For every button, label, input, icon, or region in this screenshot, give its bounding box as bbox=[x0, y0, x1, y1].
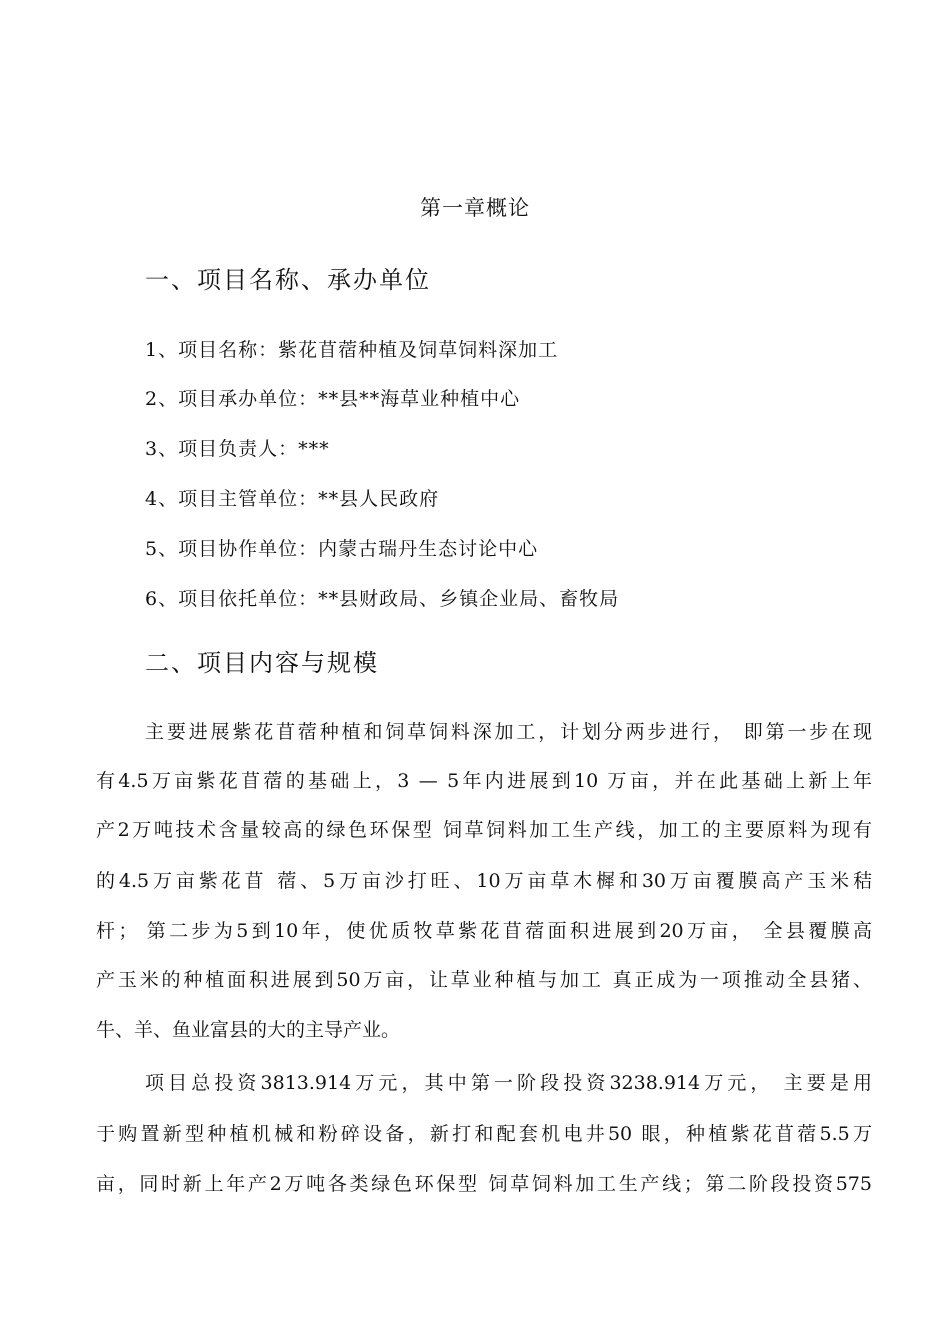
paragraph-line: 杆； 第二步为5到10年，使优质牧草紫花苜蓿面积进展到20万亩， 全县覆膜高 bbox=[96, 920, 872, 942]
paragraph-line: 牛、羊、鱼业富县的大的主导产业。 bbox=[96, 1019, 401, 1041]
paragraph-line: 的4.5万亩紫花苜 蓿、5万亩沙打旺、10万亩草木樨和30万亩覆膜高产玉米秸 bbox=[96, 870, 872, 892]
paragraph-line: 产玉米的种植面积进展到50万亩，让草业种植与加工 真正成为一项推动全县猪、 bbox=[96, 969, 872, 991]
chapter-title: 第一章概论 bbox=[420, 196, 530, 220]
section-heading-content-scale: 二、项目内容与规模 bbox=[145, 649, 379, 677]
item-supporting-unit: 6、项目依托单位：**县财政局、乡镇企业局、畜牧局 bbox=[145, 588, 620, 610]
paragraph-line: 项目总投资3813.914万元，其中第一阶段投资3238.914万元， 主要是用 bbox=[145, 1072, 872, 1094]
paragraph-line: 主要进展紫花苜蓿种植和饲草饲料深加工，计划分两步进行， 即第一步在现 bbox=[145, 721, 872, 743]
item-project-organizer: 2、项目承办单位：**县**海草业种植中心 bbox=[145, 388, 521, 410]
item-cooperating-unit: 5、项目协作单位：内蒙古瑞丹生态讨论中心 bbox=[145, 538, 539, 560]
item-project-leader: 3、项目负责人：*** bbox=[145, 438, 330, 460]
item-project-name: 1、项目名称：紫花苜蓿种植及饲草饲料深加工 bbox=[145, 339, 559, 361]
item-supervising-unit: 4、项目主管单位：**县人民政府 bbox=[145, 488, 440, 510]
section-heading-project-name: 一、项目名称、承办单位 bbox=[145, 266, 431, 294]
paragraph-line: 于购置新型种植机械和粉碎设备，新打和配套机电井50 眼，种植紫花苜蓿5.5万 bbox=[96, 1123, 872, 1145]
paragraph-line: 亩，同时新上年产2万吨各类绿色环保型 饲草饲料加工生产线；第二阶段投资575 bbox=[96, 1173, 872, 1195]
paragraph-line: 产2万吨技术含量较高的绿色环保型 饲草饲料加工生产线，加工的主要原料为现有 bbox=[96, 819, 872, 841]
paragraph-line: 有4.5万亩紫花苜蓿的基础上，3 — 5年内进展到10 万亩，并在此基础上新上年 bbox=[96, 770, 872, 792]
